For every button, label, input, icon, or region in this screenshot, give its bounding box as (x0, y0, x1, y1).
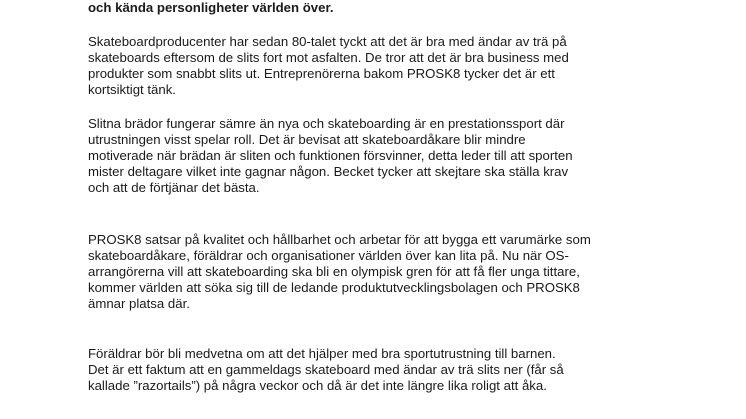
text-line: Skateboardproducenter har sedan 80-talet tyckt att det är bra med ändar av trä på (88, 34, 567, 49)
text-line: skateboardåkare, föräldrar och organisationer världen över kan lita på. Nu när OS- (88, 248, 569, 263)
paragraph-parents (88, 346, 564, 394)
text-line: kortsiktigt tänk. (88, 82, 176, 97)
text-line: produkter som snabbt slits ut. Entreprenörerna bakom PROSK8 tycker det är ett (88, 66, 555, 81)
paragraph-intro-end (88, 0, 334, 16)
paragraph-quality-olympics (88, 232, 591, 312)
text-line: arrangörerna vill att skateboarding ska bli en olympisk gren för att få fler unga tittare, (88, 264, 580, 279)
text-line: Slitna brädor fungerar sämre än nya och skateboarding är en prestationssport där (88, 116, 565, 131)
text-line: ämnar platsa där. (88, 296, 190, 311)
text-line: Det är ett faktum att en gammeldags skateboard med ändar av trä slits ner (får så (88, 362, 564, 377)
text-line: skateboards eftersom de slits fort mot asfalten. De tror att det är bra business med (88, 50, 569, 65)
text-line: utrustningen visst spelar roll. Det är bevisat att skateboardåkare blir mindre (88, 132, 526, 147)
paragraph-wooden-tails (88, 34, 569, 98)
text-line: motiverade när brädan är sliten och funktionen försvinner, detta leder till att sporten (88, 148, 573, 163)
text-line: Föräldrar bör bli medvetna om att det hjälper med bra sportutrustning till barnen. (88, 346, 556, 361)
text-line: och att de förtjänar det bästa. (88, 180, 260, 195)
paragraph-worn-boards (88, 116, 573, 196)
text-line: och kända personligheter världen över. (88, 0, 334, 15)
text-line: PROSK8 satsar på kvalitet och hållbarhet och arbetar för att bygga ett varumärke som (88, 232, 591, 247)
text-line: mister deltagare vilket inte gagnar någon. Becket tycker att skejtare ska ställa krav (88, 164, 569, 179)
text-line: kallade ”razortails”) på några veckor och då är det inte längre lika roligt att åka. (88, 378, 547, 393)
text-line: kommer världen att söka sig till de ledande produktutvecklingsbolagen och PROSK8 (88, 280, 580, 295)
